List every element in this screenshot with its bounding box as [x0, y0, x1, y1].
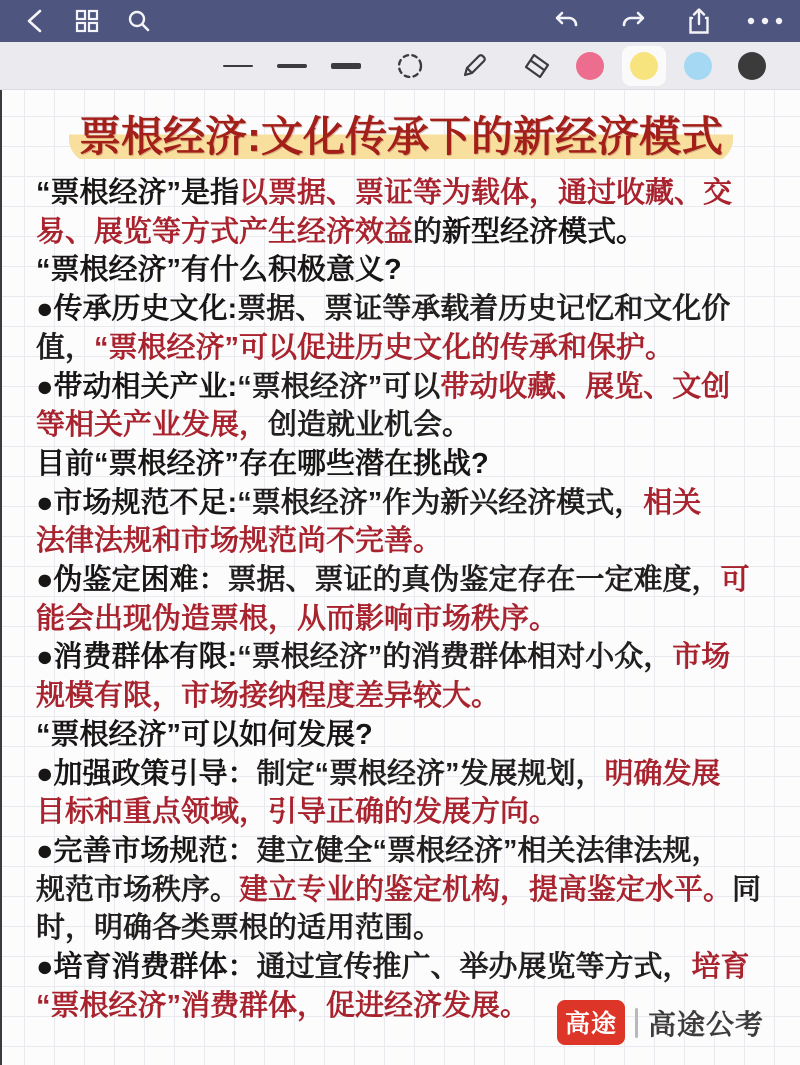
- page-thumbnails-button[interactable]: [70, 4, 104, 38]
- text-line: ●消费群体有限:“票根经济”的消费群体相对小众，市场: [36, 641, 731, 674]
- ellipsis-icon: [747, 17, 783, 25]
- text-line: 时，明确各类票根的适用范围。: [36, 912, 443, 945]
- brand-logo-badge: 高途: [557, 1000, 625, 1045]
- pen-tool-button[interactable]: [454, 47, 494, 85]
- share-icon: [688, 8, 710, 34]
- text-line: ●市场规范不足:“票根经济”作为新兴经济模式，相关: [36, 486, 702, 519]
- text-line: “票根经济”是指以票据、票证等为载体，通过收藏、交: [36, 177, 733, 209]
- eraser-icon: [522, 51, 554, 81]
- color-swatch-pink[interactable]: [568, 46, 612, 86]
- text-line: 等相关产业发展，创造就业机会。: [36, 409, 472, 442]
- redo-icon: [620, 9, 646, 33]
- note-body: [2, 163, 800, 1025]
- stroke-medium-button[interactable]: [272, 47, 312, 85]
- text-line: 目标和重点领域，引导正确的发展方向。: [36, 796, 559, 829]
- stroke-thick-icon: [331, 63, 361, 69]
- title-wrap: [2, 90, 800, 163]
- pencil-icon: [459, 51, 489, 81]
- brand-name: 高途公考: [647, 1008, 764, 1040]
- eraser-tool-button[interactable]: [518, 47, 558, 85]
- search-icon: [127, 9, 151, 33]
- stroke-medium-icon: [277, 64, 307, 68]
- text-line: 法律法规和市场规范尚不完善。: [36, 525, 443, 558]
- text-line: 能会出现伪造票根，从而影响市场秩序。: [36, 602, 559, 635]
- chevron-left-icon: [24, 8, 46, 34]
- text-line: ●伪鉴定困难：票据、票证的真伪鉴定存在一定难度，可: [36, 564, 750, 597]
- search-button[interactable]: [122, 4, 156, 38]
- share-button[interactable]: [682, 4, 716, 38]
- top-toolbar: [0, 0, 800, 42]
- text-line: ●加强政策引导：制定“票根经济”发展规划，明确发展: [36, 757, 721, 790]
- brand-watermark: [557, 1000, 764, 1045]
- back-button[interactable]: [18, 4, 52, 38]
- undo-icon: [554, 9, 580, 33]
- text-line: ●培育消费群体：通过宣传推广、举办展览等方式，培育: [36, 951, 750, 984]
- yellow-color-dot: [630, 52, 658, 80]
- text-line: “票根经济”有什么积极意义?: [36, 254, 402, 287]
- black-color-dot: [738, 52, 766, 80]
- light-blue-color-dot: [684, 52, 712, 80]
- pink-color-dot: [576, 52, 604, 80]
- lasso-icon: [395, 51, 425, 81]
- text-line: ●传承历史文化:票据、票证等承载着历史记忆和文化价: [36, 293, 731, 326]
- more-button[interactable]: [748, 4, 782, 38]
- color-swatch-black[interactable]: [730, 46, 774, 86]
- page-title: 票根经济:文化传承下的新经济模式: [69, 111, 733, 163]
- text-line: “票根经济”可以如何发展?: [36, 718, 373, 751]
- text-line: 目前“票根经济”存在哪些潜在挑战?: [36, 447, 489, 480]
- text-line: ●带动相关产业:“票根经济”可以带动收藏、展览、文创: [36, 370, 731, 403]
- redo-button[interactable]: [616, 4, 650, 38]
- toolbar-right-group: [518, 4, 782, 38]
- brand-separator: [635, 1008, 638, 1038]
- undo-button[interactable]: [550, 4, 584, 38]
- text-line: 规范市场秩序。建立专业的鉴定机构，提高鉴定水平。同: [36, 873, 762, 906]
- text-line: 规模有限，市场接纳程度差异较大。: [36, 680, 501, 713]
- color-swatch-light-blue[interactable]: [676, 46, 720, 86]
- text-line: 易、展览等方式产生经济效益的新型经济模式。: [36, 215, 646, 248]
- pen-toolbar: [0, 42, 800, 90]
- note-page[interactable]: [0, 90, 800, 1065]
- stroke-thick-button[interactable]: [326, 47, 366, 85]
- lasso-tool-button[interactable]: [390, 47, 430, 85]
- stroke-thin-button[interactable]: [218, 47, 258, 85]
- text-line: “票根经济”消费群体，促进经济发展。: [36, 989, 530, 1022]
- color-swatch-yellow[interactable]: [622, 46, 666, 86]
- grid-icon: [75, 9, 99, 33]
- text-line: ●完善市场规范：建立健全“票根经济”相关法律法规，: [36, 834, 721, 867]
- stroke-thin-icon: [223, 65, 253, 67]
- text-line: 值，“票根经济”可以促进历史文化的传承和保护。: [36, 331, 675, 364]
